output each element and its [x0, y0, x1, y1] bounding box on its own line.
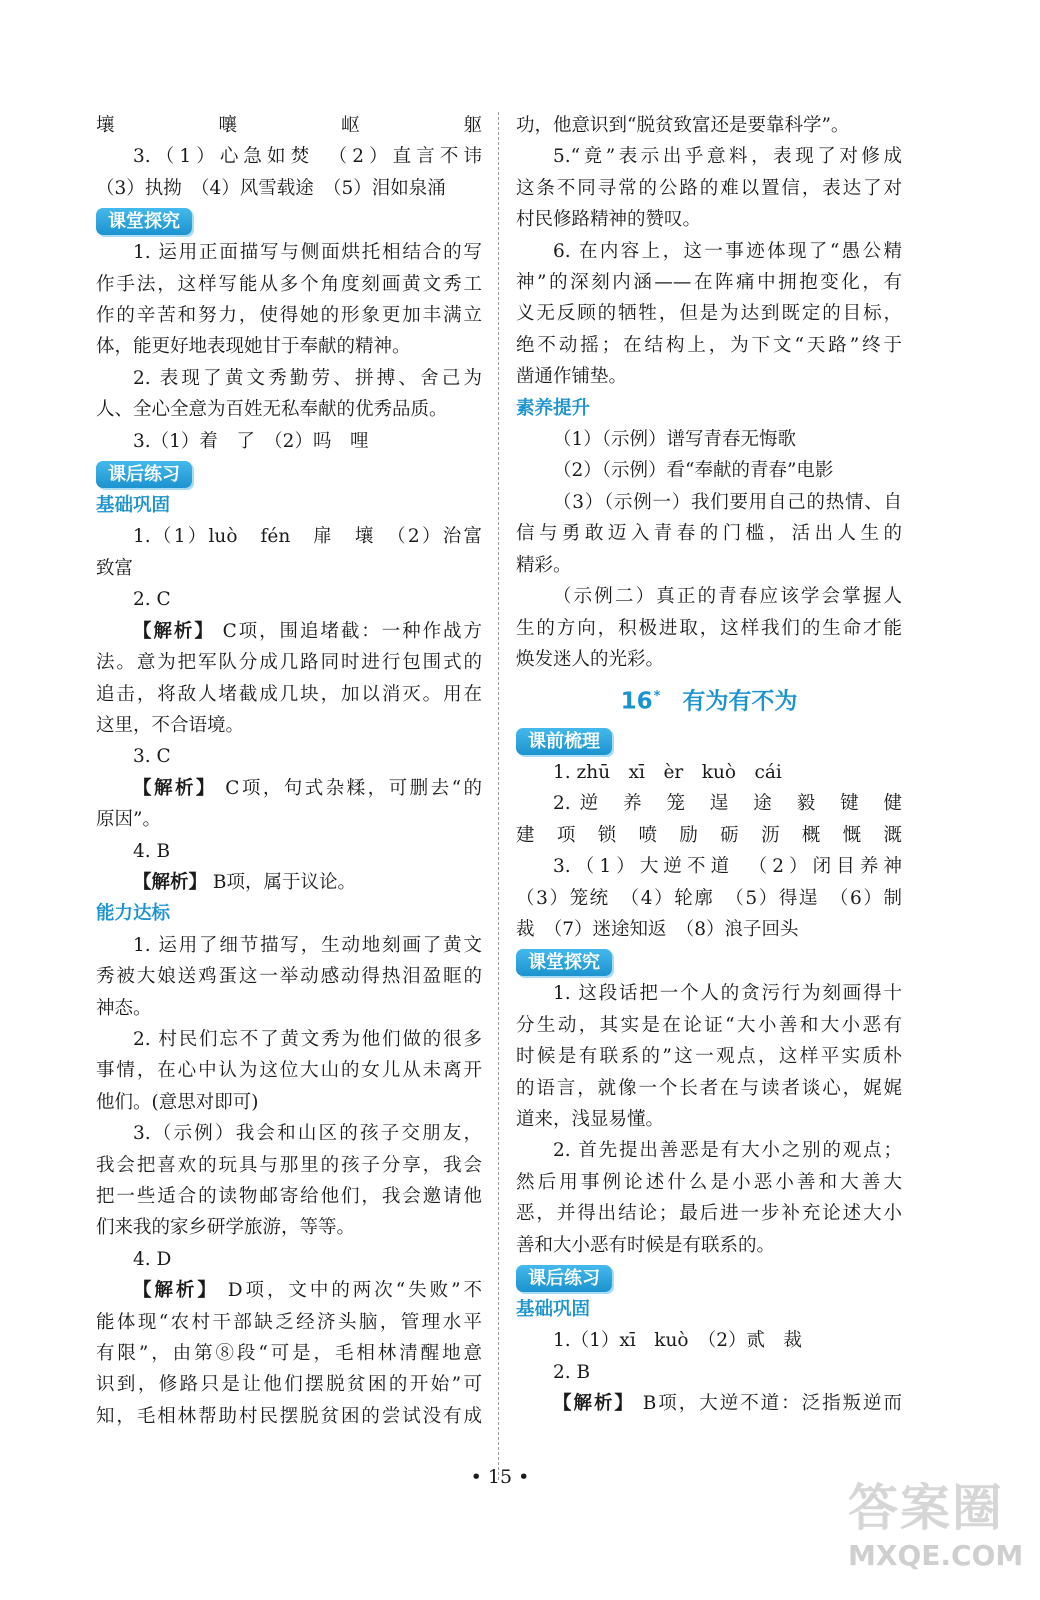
text-segment: 1.（1）xī kuò （2）贰 裁 — [553, 1330, 803, 1352]
text-line — [516, 1167, 902, 1198]
text-segment: 然后用事例论述什么是小恶小善和大善大 — [516, 1171, 902, 1193]
analysis-label: 【解析】 — [553, 1393, 635, 1415]
watermark-top: 答案圈 — [848, 1479, 1004, 1537]
text-line — [96, 1401, 482, 1432]
text-segment: C项，围追堵截：一种作战方 — [214, 620, 482, 642]
text-line — [516, 644, 902, 675]
text-line — [96, 363, 482, 394]
text-line — [96, 553, 482, 584]
text-segment: 识到，修路只是让他们摆脱贫困的开始”可 — [96, 1374, 482, 1396]
text-line — [516, 518, 902, 549]
text-line — [516, 1135, 902, 1166]
lesson-title — [516, 675, 902, 724]
text-segment: 3. C — [133, 746, 171, 768]
watermark-bottom: MXQE.COM — [848, 1539, 1024, 1572]
text-segment: 义无反顾的牺牲，但是为达到既定的目标， — [516, 303, 902, 325]
text-line — [516, 978, 902, 1009]
text-line — [96, 961, 482, 992]
section-badge-row — [96, 204, 482, 237]
text-line — [516, 204, 902, 235]
text-segment: 5.“竟”表示出乎意料，表现了对修成 — [553, 146, 902, 168]
text-line — [96, 269, 482, 300]
text-segment: 1. 这段话把一个人的贪污行为刻画得十 — [553, 983, 902, 1005]
subsection-heading: 能力达标 — [96, 903, 171, 925]
text-line — [96, 773, 482, 804]
section-badge: 课后练习 — [516, 1265, 612, 1292]
text-line — [516, 330, 902, 361]
section-badge-row — [96, 457, 482, 490]
text-segment: D项，文中的两次“失败”不 — [218, 1280, 482, 1302]
text-line — [96, 521, 482, 552]
text-line — [96, 679, 482, 710]
text-segment: 6. 在内容上，这一事迹体现了“愚公精 — [553, 240, 902, 262]
text-line — [516, 361, 902, 392]
section-badge-row — [516, 945, 902, 978]
text-segment: 时候是有联系的”这一观点，这样平实质朴 — [516, 1046, 902, 1068]
text-segment: 致富 — [96, 557, 134, 579]
text-segment: 2. 表现了黄文秀勤劳、拼搏、舍己为 — [133, 367, 482, 389]
text-line — [516, 1073, 902, 1104]
text-segment: 把一些适合的读物邮寄给他们，我会邀请他 — [96, 1186, 482, 1207]
text-line — [516, 757, 902, 788]
text-segment: 1. 运用了细节描写，生动地刻画了黄文 — [133, 934, 482, 956]
text-segment: 分生动，其实是在论证“大小善和大小恶有 — [516, 1014, 902, 1036]
right-column — [516, 110, 902, 1420]
text-segment: 我会把喜欢的玩具与那里的孩子分享，我会 — [96, 1154, 482, 1176]
text-segment: 有限”，由第⑧段“可是，毛相林清醒地意 — [96, 1343, 482, 1365]
text-line — [516, 173, 902, 204]
text-line — [96, 110, 482, 141]
text-line — [516, 1041, 902, 1072]
text-segment: 神态。 — [96, 997, 152, 1019]
text-segment: 壤 嚷 岖 躯 — [96, 115, 482, 136]
text-segment: 3.（1）心急如焚 （2）直言不讳 — [133, 146, 482, 168]
text-line — [516, 1010, 902, 1041]
text-segment: 这条不同寻常的公路的难以置信，表达了对 — [516, 177, 902, 199]
text-line — [96, 1055, 482, 1086]
text-line — [96, 1244, 482, 1275]
text-line — [96, 836, 482, 867]
column-divider — [498, 112, 499, 1480]
text-line — [516, 236, 902, 267]
text-line — [96, 331, 482, 362]
text-line — [96, 930, 482, 961]
text-segment: 功，他意识到“脱贫致富还是要靠科学”。 — [516, 115, 850, 136]
text-line — [96, 1338, 482, 1369]
text-segment: 焕发迷人的光彩。 — [516, 648, 665, 670]
text-line — [516, 1230, 902, 1261]
text-segment: 神”的深刻内涵——在阵痛中拥抱变化，有 — [516, 272, 902, 294]
text-segment: 作手法，这样写能从多个角度刻画黄文秀工 — [96, 273, 482, 295]
text-segment: 恶，并得出结论；最后进一步补充论述大小 — [516, 1203, 902, 1225]
text-segment: 善和大小恶有时候是有联系的。 — [516, 1234, 776, 1256]
text-line — [96, 237, 482, 268]
text-segment: （3）（示例一）我们要用自己的热情、自 — [553, 491, 902, 513]
text-line — [96, 1369, 482, 1400]
text-line — [96, 1307, 482, 1338]
lesson-number: 16 — [620, 688, 653, 715]
text-line — [96, 867, 482, 898]
text-segment: 追击，将敌人堵截成几块，加以消灭。用在 — [96, 683, 482, 705]
text-line — [96, 710, 482, 741]
text-segment: （1）（示例）谱写青春无悔歌 — [553, 429, 797, 451]
text-segment: 绝不动摇；在结构上，为下文“天路”终于 — [516, 334, 902, 356]
text-segment: 作的辛苦和努力，使得她的形象更加丰满立 — [96, 305, 482, 327]
analysis-label: 【解析】 — [133, 620, 215, 642]
text-line — [516, 883, 902, 914]
text-line — [96, 1150, 482, 1181]
text-segment: 2. B — [553, 1361, 591, 1383]
text-segment: 生的方向，积极进取，这样我们的生命才能 — [516, 617, 902, 639]
text-segment: C项，句式杂糅，可删去“的 — [216, 777, 482, 799]
lesson-title-text: 有为有不为 — [682, 688, 798, 715]
text-line — [516, 455, 902, 486]
text-segment: 他们。(意思对即可) — [96, 1091, 259, 1113]
text-line — [96, 1087, 482, 1118]
text-segment: 4. B — [133, 840, 171, 862]
text-line — [96, 1024, 482, 1055]
text-line — [516, 581, 902, 612]
text-segment: 3.（1）大逆不道 （2）闭目养神 — [553, 856, 902, 878]
text-segment: 道来，浅显易懂。 — [516, 1109, 665, 1131]
watermark-logo — [848, 1478, 1024, 1588]
text-line — [516, 1198, 902, 1229]
text-line — [516, 613, 902, 644]
text-line — [96, 1275, 482, 1306]
text-line — [96, 300, 482, 331]
text-line — [516, 267, 902, 298]
text-segment: 1. zhū xī èr kuò cái — [553, 761, 782, 783]
text-segment: 村民修路精神的赞叹。 — [516, 209, 702, 231]
text-line — [516, 788, 902, 819]
text-line — [516, 141, 902, 172]
text-segment: 秀被大娘送鸡蛋这一举动感动得热泪盈眶的 — [96, 966, 482, 988]
text-line — [516, 1357, 902, 1388]
text-segment: 能体现“农村干部缺乏经济头脑，管理水平 — [96, 1311, 482, 1333]
text-segment: 建 项 锁 喷 励 砺 沥 概 慨 溉 — [516, 824, 902, 846]
text-line — [516, 424, 902, 455]
text-line — [96, 616, 482, 647]
text-line — [516, 851, 902, 882]
text-line — [96, 173, 482, 204]
section-badge: 课堂探究 — [96, 208, 192, 235]
text-segment: （3）笼统 （4）轮廓 （5）得逞 （6）制 — [516, 887, 902, 909]
text-segment: 2. C — [133, 589, 171, 611]
text-segment: 3.（示例）我会和山区的孩子交朋友， — [133, 1123, 482, 1145]
left-column — [96, 110, 482, 1432]
text-segment: 3.（1）着 了 （2）吗 哩 — [133, 430, 369, 452]
section-badge: 课堂探究 — [516, 949, 612, 976]
analysis-label: 【解析】 — [133, 777, 217, 799]
analysis-label: 【解析】 — [133, 871, 208, 893]
text-segment: （2）（示例）看“奉献的青春”电影 — [553, 460, 834, 482]
text-segment: （3）执拗 （4）风雪载途 （5）泪如泉涌 — [96, 177, 446, 199]
text-segment: 知，毛相林帮助村民摆脱贫困的尝试没有成 — [96, 1405, 482, 1427]
text-segment: 2. 首先提出善恶是有大小之别的观点； — [553, 1140, 902, 1162]
text-line — [516, 1325, 902, 1356]
text-line — [516, 1388, 902, 1419]
analysis-label: 【解析】 — [133, 1280, 219, 1302]
text-segment: 法。意为把军队分成几路同时进行包围式的 — [96, 652, 482, 674]
text-line — [96, 741, 482, 772]
text-segment: 们来我的家乡研学旅游，等等。 — [96, 1217, 356, 1239]
text-segment: B项，大逆不道：泛指叛逆而 — [634, 1393, 902, 1415]
section-badge: 课前梳理 — [516, 728, 612, 755]
text-segment: 裁 （7）迷途知返 （8）浪子回头 — [516, 919, 799, 940]
text-segment: 的语言，就像一个长者在与读者谈心，娓娓 — [516, 1077, 902, 1099]
text-segment: 这里，不合语境。 — [96, 714, 245, 736]
text-line — [96, 1118, 482, 1149]
text-segment: 原因”。 — [96, 809, 161, 831]
text-segment: 1. 运用正面描写与侧面烘托相结合的写 — [133, 242, 482, 264]
text-segment: 2. 逆 养 笼 逞 途 毅 键 健 — [553, 793, 902, 815]
text-segment: 1.（1）luò fén 扉 壤 （2）治富 — [133, 526, 482, 548]
page-number: • 15 • — [470, 1466, 530, 1488]
text-line — [96, 993, 482, 1024]
text-line — [516, 914, 902, 945]
text-segment: 凿通作铺垫。 — [516, 366, 628, 388]
text-line — [96, 141, 482, 172]
text-line — [96, 1212, 482, 1243]
text-line — [96, 394, 482, 425]
text-line — [516, 550, 902, 581]
text-segment: 2. 村民们忘不了黄文秀为他们做的很多 — [133, 1028, 482, 1050]
text-segment: 精彩。 — [516, 554, 572, 576]
text-line — [96, 584, 482, 615]
text-segment: （示例二）真正的青春应该学会掌握人 — [553, 586, 902, 608]
text-segment: 4. D — [133, 1248, 172, 1270]
text-segment: 人、全心全意为百姓无私奉献的优秀品质。 — [96, 399, 448, 421]
subsection-heading: 基础巩固 — [516, 1299, 591, 1321]
subsection-heading: 基础巩固 — [96, 495, 171, 517]
text-line — [96, 647, 482, 678]
section-badge: 课后练习 — [96, 461, 192, 488]
text-line — [516, 820, 902, 851]
text-line — [516, 298, 902, 329]
section-badge-row — [516, 1261, 902, 1294]
text-segment: 事情，在心中认为这位大山的女儿从未离开 — [96, 1060, 482, 1082]
subsection-heading: 素养提升 — [516, 397, 591, 419]
text-line — [516, 487, 902, 518]
text-line — [96, 1181, 482, 1212]
text-segment: 体，能更好地表现她甘于奉献的精神。 — [96, 336, 411, 358]
text-line — [516, 110, 902, 141]
section-badge-row — [516, 724, 902, 757]
text-segment: B项，属于议论。 — [207, 871, 356, 893]
lesson-star: * — [653, 689, 661, 705]
text-segment: 信与勇敢迈入青春的门槛，活出人生的 — [516, 523, 902, 545]
text-line — [516, 1104, 902, 1135]
text-line — [96, 804, 482, 835]
text-line — [96, 426, 482, 457]
